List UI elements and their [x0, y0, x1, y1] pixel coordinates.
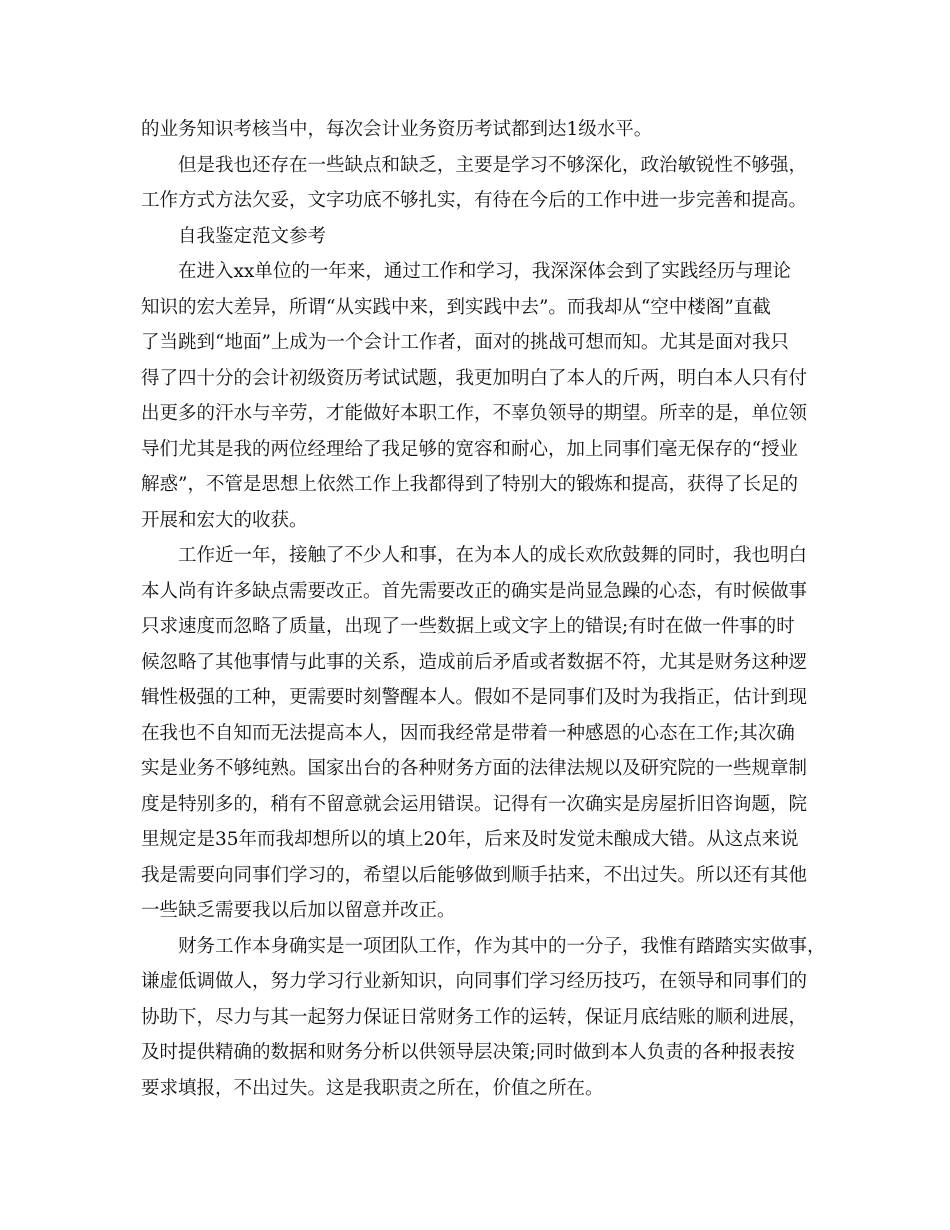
text-line: 度是特别多的，稍有不留意就会运用错误。记得有一次确实是房屋折旧咨询题，院 [141, 793, 808, 815]
text-line: 在我也不自知而无法提高本人，因而我经常是带着一种感恩的心态在工作;其次确 [141, 722, 795, 744]
text-line: 里规定是35年而我却想所以的填上20年，后来及时发觉未酿成大错。从这点来说 [141, 829, 799, 850]
text-line: 财务工作本身确实是一项团队工作，作为其中的一分子，我惟有踏踏实实做事， [178, 935, 826, 957]
text-line: 谦虚低调做人，努力学习行业新知识，向同事们学习经历技巧，在领导和同事们的 [141, 971, 808, 992]
text-line: 得了四十分的会计初级资历考试试题，我更加明白了本人的斤两，明白本人只有付 [141, 367, 808, 389]
text-line: 本人尚有许多缺点需要改正。首先需要改正的确实是尚显急躁的心态，有时候做事 [141, 580, 808, 602]
text-line: 的业务知识考核当中，每次会计业务资历考试都到达1级水平。 [141, 119, 653, 140]
text-line: 工作近一年，接触了不少人和事，在为本人的成长欢欣鼓舞的同时，我也明白 [178, 545, 808, 566]
text-line: 只求速度而忽略了质量，出现了一些数据上或文字上的错误;有时在做一件事的时 [141, 616, 795, 637]
text-line: 实是业务不够纯熟。国家出台的各种财务方面的法律法规以及研究院的一些规章制 [141, 758, 808, 779]
text-line: 开展和宏大的收获。 [141, 509, 308, 531]
text-line: 导们尤其是我的两位经理给了我足够的宽容和耐心，加上同事们毫无保存的“授业 [141, 438, 798, 460]
text-line: 我是需要向同事们学习的，希望以后能够做到顺手拈来，不出过失。所以还有其他 [141, 864, 808, 886]
text-line: 知识的宏大差异，所谓“从实践中来，到实践中去”。而我却从“空中楼阁”直截 [141, 296, 771, 318]
text-line: 自我鉴定范文参考 [178, 225, 327, 247]
text-line: 了当跳到“地面”上成为一个会计工作者，面对的挑战可想而知。尤其是面对我只 [141, 332, 789, 353]
text-line: 辑性极强的工种，更需要时刻警醒本人。假如不是同事们及时为我指正，估计到现 [141, 687, 808, 708]
text-line: 工作方式方法欠妥，文字功底不够扎实，有待在今后的工作中进一步完善和提高。 [141, 190, 808, 211]
document-body [141, 112, 826, 1106]
text-line: 协助下，尽力与其一起努力保证日常财务工作的运转，保证月底结账的顺利进展， [141, 1006, 808, 1028]
text-line: 出更多的汗水与辛劳，才能做好本职工作，不辜负领导的期望。所幸的是，单位领 [141, 403, 808, 424]
text-line: 解惑”，不管是思想上依然工作上我都得到了特别大的锻炼和提高，获得了长足的 [141, 474, 798, 495]
text-line: 及时提供精确的数据和财务分析以供领导层决策;同时做到本人负责的各种报表按 [141, 1042, 795, 1063]
text-line: 但是我也还存在一些缺点和缺乏，主要是学习不够深化，政治敏锐性不够强， [178, 154, 808, 176]
text-line: 一些缺乏需要我以后加以留意并改正。 [141, 900, 456, 921]
text-line: 候忽略了其他事情与此事的关系，造成前后矛盾或者数据不符，尤其是财务这种逻 [141, 651, 808, 673]
text-line: 在进入xx单位的一年来，通过工作和学习，我深深体会到了实践经历与理论 [178, 261, 791, 282]
text-line: 要求填报，不出过失。这是我职责之所在，价值之所在。 [141, 1077, 604, 1099]
